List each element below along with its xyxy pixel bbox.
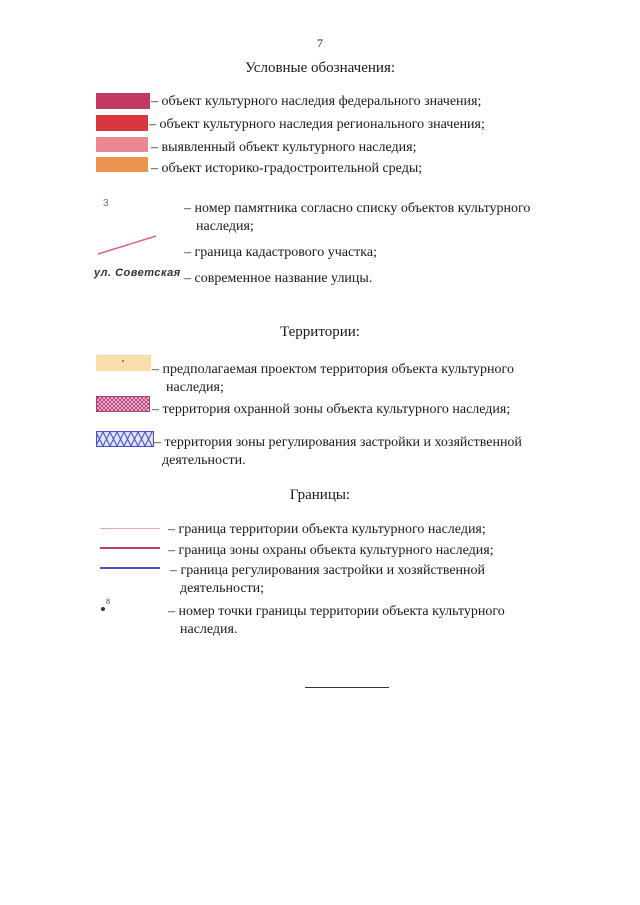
territory-regulation-line1: – территория зоны регулирования застройки и хозяйственной bbox=[154, 435, 522, 450]
border-regulation-line1: – граница регулирования застройки и хозяйственной bbox=[170, 563, 486, 578]
territory-protection-line1: – территория охранной зоны объекта культурного наследия; bbox=[152, 402, 511, 417]
border-point-line2: наследия. bbox=[180, 622, 238, 637]
border-protection-text: – граница зоны охраны объекта культурного наследия; bbox=[168, 543, 494, 558]
street-label-sample: ул. Советская bbox=[94, 267, 181, 279]
project-territory-swatch bbox=[96, 355, 151, 371]
territory-project-line1: – предполагаемая проектом территория объекта культурного bbox=[152, 362, 514, 377]
legend-item-identified: – выявленный объект культурного наследия; bbox=[151, 140, 417, 155]
boundary-point-number: 8 bbox=[106, 597, 110, 606]
protection-border-line bbox=[100, 547, 160, 549]
borders-title: Границы: bbox=[289, 487, 351, 503]
border-regulation-line2: деятельности; bbox=[180, 581, 265, 596]
territory-regulation-line2: деятельности. bbox=[162, 453, 246, 468]
legend-item-historic: – объект историко-градостроительной среды; bbox=[151, 161, 423, 176]
regulation-zone-swatch bbox=[96, 431, 154, 447]
territories-title: Территории: bbox=[280, 324, 360, 340]
legend-title: Условные обозначения: bbox=[244, 60, 396, 76]
monument-text-line2: наследия; bbox=[196, 219, 254, 234]
street-text: – современное название улицы. bbox=[184, 271, 373, 286]
border-territory-text: – граница территории объекта культурного наследия; bbox=[168, 522, 486, 537]
regulation-border-line bbox=[100, 567, 160, 569]
identified-heritage-swatch bbox=[96, 137, 148, 152]
territory-border-line bbox=[100, 528, 160, 529]
protection-zone-swatch bbox=[96, 396, 150, 412]
historic-environment-swatch bbox=[96, 157, 148, 172]
regional-heritage-swatch bbox=[96, 115, 148, 131]
legend-item-federal: – объект культурного наследия федерального значения; bbox=[151, 94, 482, 109]
boundary-point-marker bbox=[101, 607, 105, 611]
cadastral-boundary-line bbox=[96, 234, 158, 256]
legend-item-regional: – объект культурного наследия регионального значения; bbox=[149, 117, 485, 132]
monument-number-sample: 3 bbox=[103, 198, 109, 209]
closing-divider bbox=[305, 687, 389, 688]
cadastral-text: – граница кадастрового участка; bbox=[184, 245, 377, 260]
page-number: 7 bbox=[317, 36, 323, 50]
federal-heritage-swatch bbox=[96, 93, 150, 109]
border-point-line1: – номер точки границы территории объекта культурного bbox=[168, 604, 505, 619]
monument-text-line1: – номер памятника согласно списку объектов культурного bbox=[184, 201, 531, 216]
territory-project-line2: наследия; bbox=[166, 380, 224, 395]
